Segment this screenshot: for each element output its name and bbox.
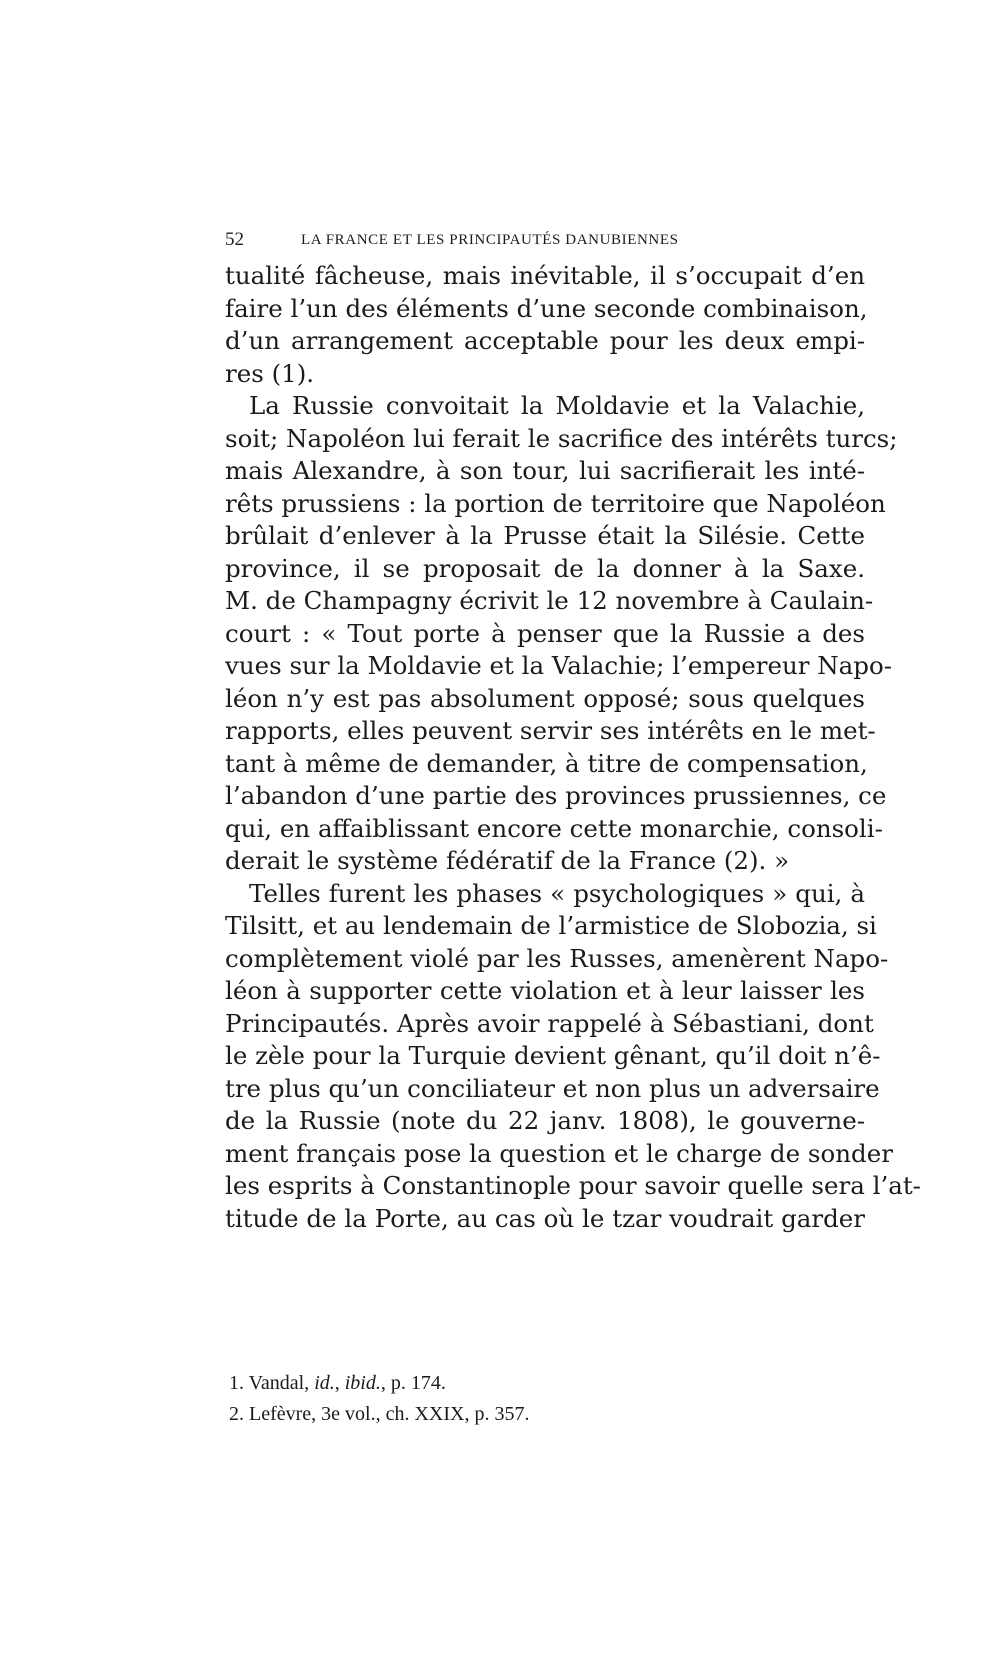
text-line: complètement violé par les Russes, amenèrent Napo- — [225, 943, 889, 973]
text-line: titude de la Porte, au cas où le tzar voudrait garder — [225, 1203, 865, 1233]
text-line: brûlait d’enlever à la Prusse était la Silésie. Cette — [225, 521, 865, 550]
footnote-number: 1. — [229, 1372, 244, 1394]
text-line: de la Russie (note du 22 janv. 1808), le gouverne- — [225, 1106, 865, 1135]
text-line: La Russie convoitait la Moldavie et la Valachie, — [249, 391, 865, 420]
text-line: mais Alexandre, à son tour, lui sacrifierait les inté- — [225, 456, 865, 485]
text-line: Tilsitt, et au lendemain de l’armistice de Slobozia, si — [225, 911, 877, 940]
body-text — [225, 260, 921, 1235]
text-line: res (1). — [225, 358, 315, 388]
text-line: Principautés. Après avoir rappelé à Sébastiani, dont — [225, 1008, 874, 1038]
footnote-1 — [225, 1368, 865, 1399]
text-line: M. de Champagny écrivit le 12 novembre à Caulain- — [225, 586, 874, 615]
text-line: court : « Tout porte à penser que la Russie a des — [225, 618, 865, 648]
footnote-number: 2. — [229, 1403, 244, 1425]
footnotes — [225, 1368, 865, 1430]
text-line: tant à même de demander, à titre de compensation, — [225, 748, 868, 778]
footnote-2 — [225, 1399, 865, 1430]
text-line: les esprits à Constantinople pour savoir quelle sera l’at- — [225, 1171, 921, 1200]
text-line: tualité fâcheuse, mais inévitable, il s’occupait d’en — [225, 261, 865, 290]
text-line: léon n’y est pas absolument opposé; sous quelques — [225, 683, 865, 713]
text-line: léon à supporter cette violation et à leur laisser les — [225, 976, 865, 1005]
text-line: province, il se proposait de la donner à la Saxe. — [225, 553, 865, 583]
text-line: Telles furent les phases « psychologiques » qui, à — [249, 878, 865, 908]
text-line: ment français pose la question et le charge de sonder — [225, 1138, 893, 1168]
text-line: d’un arrangement acceptable pour les deux empi- — [225, 326, 865, 355]
text-line: rapports, elles peuvent servir ses intérêts en le met- — [225, 716, 876, 745]
text-line: soit; Napoléon lui ferait le sacrifice des intérêts turcs; — [225, 423, 898, 453]
footnote-text: , p. 174. — [380, 1372, 446, 1394]
text-line: le zèle pour la Turquie devient gênant, qu’il doit n’ê- — [225, 1041, 881, 1070]
page-number: 52 — [225, 229, 244, 250]
footnote-text: Lefèvre, 3e vol., ch. XXIX, p. 357. — [249, 1403, 530, 1425]
text-line: derait le système fédératif de la France (2). » — [225, 846, 790, 875]
text-line: vues sur la Moldavie et la Valachie; l’empereur Napo- — [225, 651, 893, 680]
footnote-italic: ibid. — [344, 1372, 381, 1394]
footnote-italic: id. — [314, 1372, 335, 1394]
text-line: l’abandon d’une partie des provinces prussiennes, ce — [225, 781, 887, 810]
text-line: rêts prussiens : la portion de territoire que Napoléon — [225, 488, 886, 518]
text-line: faire l’un des éléments d’une seconde combinaison, — [225, 293, 868, 323]
text-line: tre plus qu’un conciliateur et non plus un adversaire — [225, 1073, 880, 1103]
footnote-text: , — [334, 1372, 340, 1394]
running-head — [225, 229, 807, 259]
running-title: LA FRANCE ET LES PRINCIPAUTÉS DANUBIENNES — [301, 232, 679, 248]
text-line: qui, en affaiblissant encore cette monarchie, consoli- — [225, 813, 883, 843]
footnote-text: Vandal, — [248, 1372, 310, 1394]
